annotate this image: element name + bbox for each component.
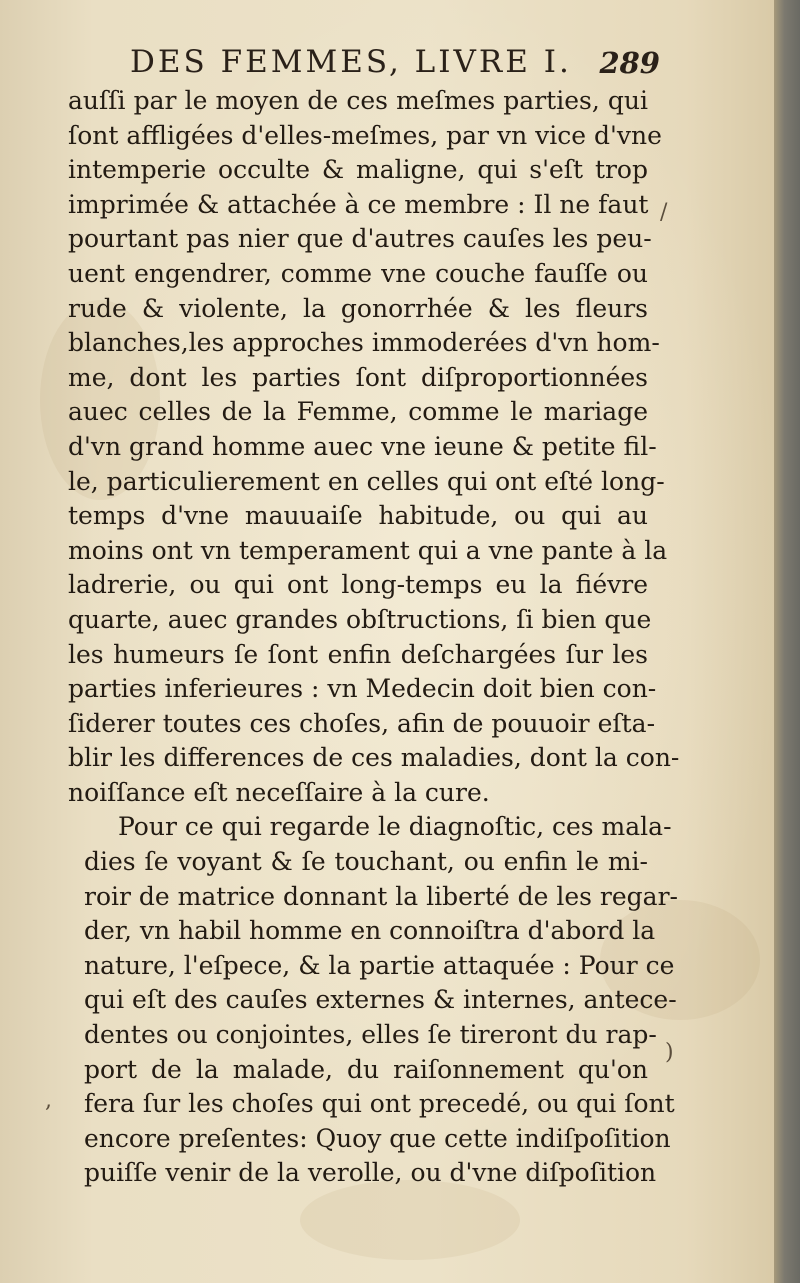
text-line: fera ſur les choſes qui ont precedé, ou qui ſont	[84, 1089, 675, 1119]
text-line: qui eſt des cauſes externes & internes, antece-	[84, 985, 677, 1015]
text-line: intemperie occulte & maligne, qui s'eſt trop	[68, 155, 648, 185]
running-head: DES FEMMES, LIVRE I.	[130, 44, 572, 80]
text-line: quarte, auec grandes obſtructions, ſi bien que	[68, 604, 652, 634]
text-line: ſont affligées d'elles-meſmes, par vn vice d'vne	[68, 120, 662, 150]
text-line: dies ſe voyant & ſe touchant, ou enfin le mi-	[84, 847, 648, 877]
margin-mark: ,	[45, 1088, 52, 1113]
text-line: parties inferieures : vn Medecin doit bien con-	[68, 674, 657, 704]
body-text	[68, 84, 680, 1191]
paper-stain	[300, 1180, 520, 1260]
paragraph-start-line: Pour ce qui regarde le diagnoſtic, ces mala-	[118, 812, 672, 842]
text-line: nature, l'eſpece, & la partie attaquée : Pour ce	[84, 950, 675, 980]
paragraph-end-line: noiſſance eſt neceſſaire à la cure.	[68, 777, 490, 807]
text-line: rude & violente, la gonorrhée & les fleurs	[68, 293, 648, 323]
text-line: dentes ou conjointes, elles ſe tireront du rap-	[84, 1020, 657, 1050]
text-line: der, vn habil homme en connoiſtra d'abord la	[84, 916, 656, 946]
margin-mark: )	[665, 1040, 674, 1065]
text-line: ſiderer toutes ces choſes, afin de pouuoir eſta-	[68, 708, 656, 738]
text-line: imprimée & attachée à ce membre : Il ne faut	[68, 189, 649, 219]
text-line: ladrerie, ou qui ont long-temps eu la fiévre	[68, 570, 648, 600]
text-line: pourtant pas nier que d'autres cauſes les peu-	[68, 224, 652, 254]
binding-shadow	[774, 0, 800, 1283]
text-line: blanches,les approches immoderées d'vn hom-	[68, 328, 660, 358]
text-line: encore preſentes: Quoy que cette indiſpoſition	[84, 1123, 671, 1153]
page-header	[130, 44, 660, 88]
margin-mark: /	[660, 200, 668, 225]
text-line: moins ont vn temperament qui a vne pante à la	[68, 535, 668, 565]
text-line: blir les differences de ces maladies, dont la con-	[68, 743, 680, 773]
text-line: auſſi par le moyen de ces meſmes parties, qui	[68, 86, 648, 115]
text-line: puiſſe venir de la verolle, ou d'vne diſpoſition	[84, 1158, 657, 1188]
text-line: les humeurs ſe ſont enfin deſchargées ſur les	[68, 639, 648, 669]
text-line: roir de matrice donnant la liberté de les regar-	[84, 881, 678, 911]
text-line: me, dont les parties ſont diſproportionnées	[68, 362, 648, 392]
text-line: uent engendrer, comme vne couche fauſſe ou	[68, 258, 648, 288]
text-line: auec celles de la Femme, comme le mariage	[68, 397, 648, 427]
page-number: 289	[599, 46, 660, 80]
text-line: temps d'vne mauuaiſe habitude, ou qui au	[68, 501, 648, 531]
text-line: d'vn grand homme auec vne ieune & petite fil-	[68, 431, 657, 461]
text-line: le, particulierement en celles qui ont eſté long-	[68, 466, 665, 496]
text-line: port de la malade, du raiſonnement qu'on	[84, 1054, 648, 1084]
